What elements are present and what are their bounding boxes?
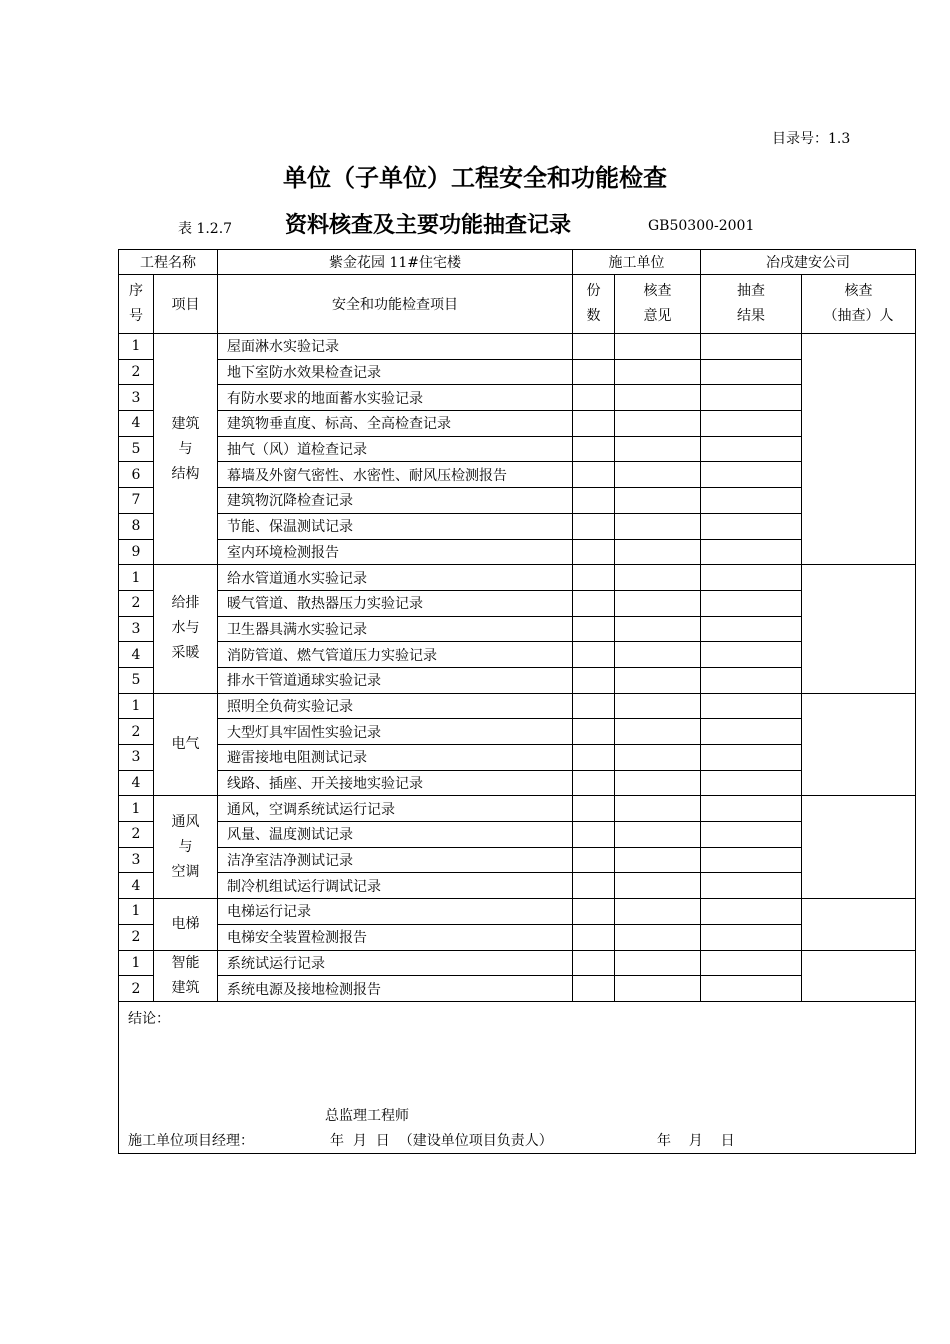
copies-cell[interactable] bbox=[573, 770, 615, 796]
project-name-value: 紫金花园 11#住宅楼 bbox=[218, 250, 573, 275]
opinion-cell[interactable] bbox=[615, 899, 701, 925]
table-row bbox=[119, 719, 916, 745]
opinion-cell[interactable] bbox=[615, 976, 701, 1002]
page-subtitle: 资料核查及主要功能抽查记录 bbox=[285, 213, 572, 238]
row-seq: 1 bbox=[119, 565, 154, 591]
opinion-cell[interactable] bbox=[615, 796, 701, 822]
copies-cell[interactable] bbox=[573, 590, 615, 616]
row-seq: 4 bbox=[119, 873, 154, 899]
row-seq: 3 bbox=[119, 616, 154, 642]
checker-cell[interactable] bbox=[802, 334, 916, 565]
copies-cell[interactable] bbox=[573, 924, 615, 950]
spot-result-cell[interactable] bbox=[701, 513, 802, 539]
copies-cell[interactable] bbox=[573, 873, 615, 899]
col-category: 项目 bbox=[154, 275, 218, 334]
copies-cell[interactable] bbox=[573, 513, 615, 539]
col-copies: 份 数 bbox=[573, 275, 615, 334]
opinion-cell[interactable] bbox=[615, 770, 701, 796]
opinion-cell[interactable] bbox=[615, 565, 701, 591]
opinion-cell[interactable] bbox=[615, 745, 701, 771]
opinion-cell[interactable] bbox=[615, 873, 701, 899]
check-item: 风量、温度测试记录 bbox=[218, 822, 573, 848]
opinion-cell[interactable] bbox=[615, 590, 701, 616]
spot-result-cell[interactable] bbox=[701, 411, 802, 437]
standard-code: GB50300-2001 bbox=[648, 218, 755, 234]
copies-cell[interactable] bbox=[573, 462, 615, 488]
row-seq: 1 bbox=[119, 693, 154, 719]
row-seq: 1 bbox=[119, 950, 154, 976]
copies-cell[interactable] bbox=[573, 334, 615, 360]
check-item: 大型灯具牢固性实验记录 bbox=[218, 719, 573, 745]
opinion-cell[interactable] bbox=[615, 334, 701, 360]
col-spot-result: 抽查 结果 bbox=[701, 275, 802, 334]
row-seq: 2 bbox=[119, 822, 154, 848]
category-cell: 电气 bbox=[154, 693, 218, 796]
opinion-cell[interactable] bbox=[615, 436, 701, 462]
row-seq: 2 bbox=[119, 359, 154, 385]
checker-cell[interactable] bbox=[802, 565, 916, 693]
table-row bbox=[119, 590, 916, 616]
opinion-cell[interactable] bbox=[615, 950, 701, 976]
opinion-cell[interactable] bbox=[615, 642, 701, 668]
row-seq: 4 bbox=[119, 411, 154, 437]
spot-result-cell[interactable] bbox=[701, 359, 802, 385]
col-seq: 序 号 bbox=[119, 275, 154, 334]
check-item: 建筑物垂直度、标高、全高检查记录 bbox=[218, 411, 573, 437]
conclusion-row bbox=[119, 1001, 916, 1153]
row-seq: 6 bbox=[119, 462, 154, 488]
row-seq: 3 bbox=[119, 847, 154, 873]
opinion-cell[interactable] bbox=[615, 847, 701, 873]
copies-cell[interactable] bbox=[573, 667, 615, 693]
check-item: 照明全负荷实验记录 bbox=[218, 693, 573, 719]
catalog-number: 目录号：1.3 bbox=[772, 131, 851, 147]
copies-cell[interactable] bbox=[573, 847, 615, 873]
check-item: 洁净室洁净测试记录 bbox=[218, 847, 573, 873]
opinion-cell[interactable] bbox=[615, 513, 701, 539]
check-item: 系统试运行记录 bbox=[218, 950, 573, 976]
opinion-cell[interactable] bbox=[615, 359, 701, 385]
copies-cell[interactable] bbox=[573, 539, 615, 565]
table-row bbox=[119, 436, 916, 462]
row-seq: 2 bbox=[119, 924, 154, 950]
row-seq: 5 bbox=[119, 436, 154, 462]
check-item: 幕墙及外窗气密性、水密性、耐风压检测报告 bbox=[218, 462, 573, 488]
spot-result-cell[interactable] bbox=[701, 590, 802, 616]
spot-result-cell[interactable] bbox=[701, 899, 802, 925]
copies-cell[interactable] bbox=[573, 488, 615, 514]
row-seq: 4 bbox=[119, 642, 154, 668]
opinion-cell[interactable] bbox=[615, 667, 701, 693]
row-seq: 1 bbox=[119, 334, 154, 360]
copies-cell[interactable] bbox=[573, 616, 615, 642]
check-item: 电梯运行记录 bbox=[218, 899, 573, 925]
spot-result-cell[interactable] bbox=[701, 667, 802, 693]
table-row bbox=[119, 796, 916, 822]
row-seq: 5 bbox=[119, 667, 154, 693]
checker-cell[interactable] bbox=[802, 693, 916, 796]
col-item: 安全和功能检查项目 bbox=[218, 275, 573, 334]
opinion-cell[interactable] bbox=[615, 616, 701, 642]
check-item: 系统电源及接地检测报告 bbox=[218, 976, 573, 1002]
table-row bbox=[119, 642, 916, 668]
spot-result-cell[interactable] bbox=[701, 693, 802, 719]
category-cell: 智能 建筑 bbox=[154, 950, 218, 1001]
table-row bbox=[119, 873, 916, 899]
table-row bbox=[119, 770, 916, 796]
check-item: 通风，空调系统试运行记录 bbox=[218, 796, 573, 822]
check-item: 抽气（风）道检查记录 bbox=[218, 436, 573, 462]
table-row bbox=[119, 745, 916, 771]
spot-result-cell[interactable] bbox=[701, 847, 802, 873]
spot-result-cell[interactable] bbox=[701, 565, 802, 591]
row-seq: 3 bbox=[119, 385, 154, 411]
category-cell: 给排 水与 采暖 bbox=[154, 565, 218, 693]
spot-result-cell[interactable] bbox=[701, 770, 802, 796]
spot-result-cell[interactable] bbox=[701, 385, 802, 411]
spot-result-cell[interactable] bbox=[701, 462, 802, 488]
table-row bbox=[119, 488, 916, 514]
spot-result-cell[interactable] bbox=[701, 539, 802, 565]
date-owner-label: 年 月 日 （建设单位项目负责人） bbox=[330, 1132, 553, 1149]
spot-result-cell[interactable] bbox=[701, 616, 802, 642]
category-cell: 通风 与 空调 bbox=[154, 796, 218, 899]
copies-cell[interactable] bbox=[573, 719, 615, 745]
opinion-cell[interactable] bbox=[615, 488, 701, 514]
info-row bbox=[119, 250, 916, 275]
category-cell: 建筑 与 结构 bbox=[154, 334, 218, 565]
check-item: 电梯安全装置检测报告 bbox=[218, 924, 573, 950]
project-manager-label: 施工单位项目经理： bbox=[128, 1132, 254, 1149]
col-checker: 核查 （抽查）人 bbox=[802, 275, 916, 334]
spot-result-cell[interactable] bbox=[701, 873, 802, 899]
copies-cell[interactable] bbox=[573, 359, 615, 385]
spot-result-cell[interactable] bbox=[701, 334, 802, 360]
check-item: 线路、插座、开关接地实验记录 bbox=[218, 770, 573, 796]
copies-cell[interactable] bbox=[573, 565, 615, 591]
opinion-cell[interactable] bbox=[615, 539, 701, 565]
table-row bbox=[119, 950, 916, 976]
table-row bbox=[119, 976, 916, 1002]
row-seq: 7 bbox=[119, 488, 154, 514]
check-item: 消防管道、燃气管道压力实验记录 bbox=[218, 642, 573, 668]
table-row bbox=[119, 899, 916, 925]
check-item: 暖气管道、散热器压力实验记录 bbox=[218, 590, 573, 616]
table-row bbox=[119, 385, 916, 411]
page-title: 单位（子单位）工程安全和功能检查 bbox=[283, 164, 667, 192]
copies-cell[interactable] bbox=[573, 411, 615, 437]
opinion-cell[interactable] bbox=[615, 462, 701, 488]
row-seq: 9 bbox=[119, 539, 154, 565]
copies-cell[interactable] bbox=[573, 822, 615, 848]
table-row bbox=[119, 513, 916, 539]
opinion-cell[interactable] bbox=[615, 693, 701, 719]
check-item: 室内环境检测报告 bbox=[218, 539, 573, 565]
check-item: 卫生器具满水实验记录 bbox=[218, 616, 573, 642]
table-row bbox=[119, 924, 916, 950]
checker-cell[interactable] bbox=[802, 950, 916, 1001]
row-seq: 3 bbox=[119, 745, 154, 771]
check-item: 制冷机组试运行调试记录 bbox=[218, 873, 573, 899]
spot-result-cell[interactable] bbox=[701, 745, 802, 771]
table-row bbox=[119, 359, 916, 385]
opinion-cell[interactable] bbox=[615, 719, 701, 745]
copies-cell[interactable] bbox=[573, 642, 615, 668]
check-item: 屋面淋水实验记录 bbox=[218, 334, 573, 360]
check-item: 建筑物沉降检查记录 bbox=[218, 488, 573, 514]
table-row bbox=[119, 822, 916, 848]
inspection-table bbox=[118, 249, 916, 1154]
table-row bbox=[119, 693, 916, 719]
table-row bbox=[119, 411, 916, 437]
contractor-label: 施工单位 bbox=[573, 250, 701, 275]
row-seq: 2 bbox=[119, 719, 154, 745]
col-opinion: 核查 意见 bbox=[615, 275, 701, 334]
row-seq: 1 bbox=[119, 796, 154, 822]
check-item: 避雷接地电阻测试记录 bbox=[218, 745, 573, 771]
check-item: 给水管道通水实验记录 bbox=[218, 565, 573, 591]
conclusion-cell bbox=[119, 1001, 916, 1153]
opinion-cell[interactable] bbox=[615, 411, 701, 437]
opinion-cell[interactable] bbox=[615, 385, 701, 411]
table-row bbox=[119, 667, 916, 693]
spot-result-cell[interactable] bbox=[701, 924, 802, 950]
copies-cell[interactable] bbox=[573, 950, 615, 976]
spot-result-cell[interactable] bbox=[701, 976, 802, 1002]
row-seq: 4 bbox=[119, 770, 154, 796]
contractor-value: 冶戌建安公司 bbox=[701, 250, 916, 275]
spot-result-cell[interactable] bbox=[701, 796, 802, 822]
spot-result-cell[interactable] bbox=[701, 488, 802, 514]
check-item: 排水干管道通球实验记录 bbox=[218, 667, 573, 693]
opinion-cell[interactable] bbox=[615, 924, 701, 950]
copies-cell[interactable] bbox=[573, 385, 615, 411]
checker-cell[interactable] bbox=[802, 796, 916, 899]
spot-result-cell[interactable] bbox=[701, 642, 802, 668]
table-row bbox=[119, 539, 916, 565]
project-name-label: 工程名称 bbox=[119, 250, 218, 275]
copies-cell[interactable] bbox=[573, 899, 615, 925]
row-seq: 2 bbox=[119, 590, 154, 616]
copies-cell[interactable] bbox=[573, 976, 615, 1002]
opinion-cell[interactable] bbox=[615, 822, 701, 848]
column-header-row bbox=[119, 275, 916, 334]
copies-cell[interactable] bbox=[573, 436, 615, 462]
spot-result-cell[interactable] bbox=[701, 822, 802, 848]
row-seq: 1 bbox=[119, 899, 154, 925]
copies-cell[interactable] bbox=[573, 693, 615, 719]
conclusion-label: 结论： bbox=[128, 1010, 170, 1027]
date-right: 年 月 日 bbox=[657, 1132, 735, 1149]
spot-result-cell[interactable] bbox=[701, 950, 802, 976]
check-item: 地下室防水效果检查记录 bbox=[218, 359, 573, 385]
table-row bbox=[119, 616, 916, 642]
spot-result-cell[interactable] bbox=[701, 719, 802, 745]
copies-cell[interactable] bbox=[573, 796, 615, 822]
table-number: 表 1.2.7 bbox=[178, 221, 233, 237]
check-item: 节能、保温测试记录 bbox=[218, 513, 573, 539]
table-row bbox=[119, 565, 916, 591]
check-item: 有防水要求的地面蓄水实验记录 bbox=[218, 385, 573, 411]
table-row bbox=[119, 462, 916, 488]
supervisor-label: 总监理工程师 bbox=[325, 1107, 409, 1124]
table-row bbox=[119, 847, 916, 873]
row-seq: 2 bbox=[119, 976, 154, 1002]
spot-result-cell[interactable] bbox=[701, 436, 802, 462]
copies-cell[interactable] bbox=[573, 745, 615, 771]
category-cell: 电梯 bbox=[154, 899, 218, 950]
table-row bbox=[119, 334, 916, 360]
checker-cell[interactable] bbox=[802, 899, 916, 950]
row-seq: 8 bbox=[119, 513, 154, 539]
